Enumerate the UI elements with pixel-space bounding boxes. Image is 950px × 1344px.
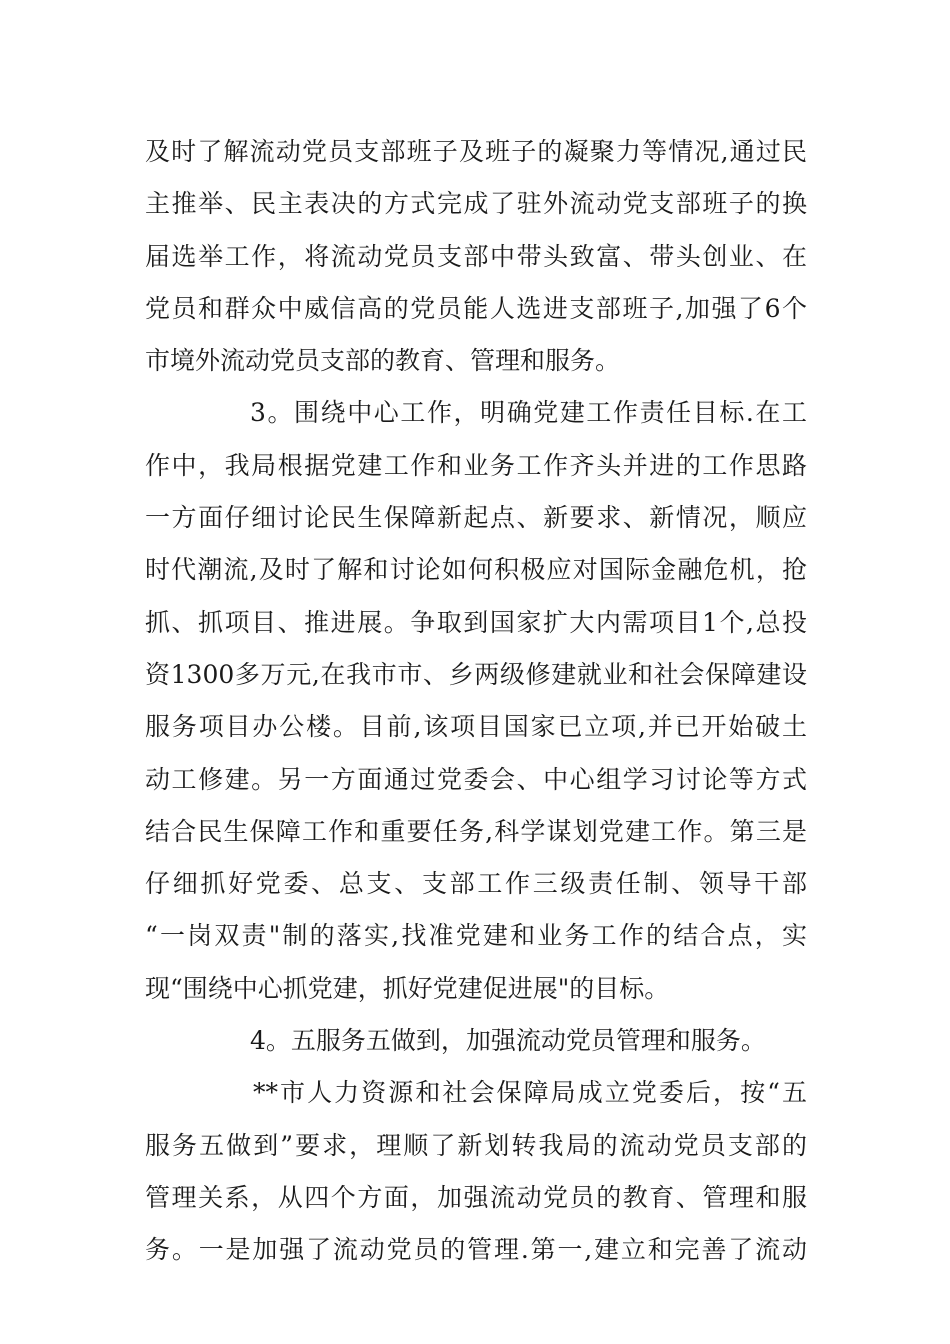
text-line: 作中，我局根据党建工作和业务工作齐头并进的工作思路 <box>145 450 807 480</box>
text-line: 务。一是加强了流动党员的管理.第一,建立和完善了流动 <box>145 1235 807 1265</box>
text-line: **市人力资源和社会保障局成立党委后，按“五 <box>253 1078 807 1108</box>
text-line: 抓、抓项目、推进展。争取到国家扩大内需项目1个,总投 <box>145 607 807 637</box>
text-line: 市境外流动党员支部的教育、管理和服务。 <box>145 346 621 376</box>
text-line: 3。围绕中心工作，明确党建工作责任目标.在工 <box>250 398 807 428</box>
text-line: 仔细抓好党委、总支、支部工作三级责任制、领导干部 <box>145 869 807 899</box>
text-line: 4。五服务五做到，加强流动党员管理和服务。 <box>250 1026 766 1056</box>
text-line: 管理关系，从四个方面，加强流动党员的教育、管理和服 <box>145 1182 807 1212</box>
text-line: 届选举工作，将流动党员支部中带头致富、带头创业、在 <box>145 241 807 271</box>
text-line: 主推举、民主表决的方式完成了驻外流动党支部班子的换 <box>145 189 807 219</box>
text-line: 服务项目办公楼。目前,该项目国家已立项,并已开始破土 <box>145 712 807 742</box>
document-body <box>145 126 807 1277</box>
text-line: 一方面仔细讨论民生保障新起点、新要求、新情况，顺应 <box>145 503 807 533</box>
text-line: 动工修建。另一方面通过党委会、中心组学习讨论等方式 <box>145 764 807 794</box>
text-line: “一岗双责"制的落实,找准党建和业务工作的结合点，实 <box>145 921 807 951</box>
text-line: 资1300多万元,在我市市、乡两级修建就业和社会保障建设 <box>145 659 807 689</box>
text-line: 结合民生保障工作和重要任务,科学谋划党建工作。第三是 <box>145 816 807 846</box>
text-line: 现“围绕中心抓党建，抓好党建促进展"的目标。 <box>145 973 670 1003</box>
text-line: 时代潮流,及时了解和讨论如何积极应对国际金融危机，抢 <box>145 555 807 585</box>
text-line: 服务五做到”要求，理顺了新划转我局的流动党员支部的 <box>145 1130 807 1160</box>
text-line: 党员和群众中威信高的党员能人选进支部班子,加强了6个 <box>145 293 807 323</box>
text-line: 及时了解流动党员支部班子及班子的凝聚力等情况,通过民 <box>145 137 807 166</box>
